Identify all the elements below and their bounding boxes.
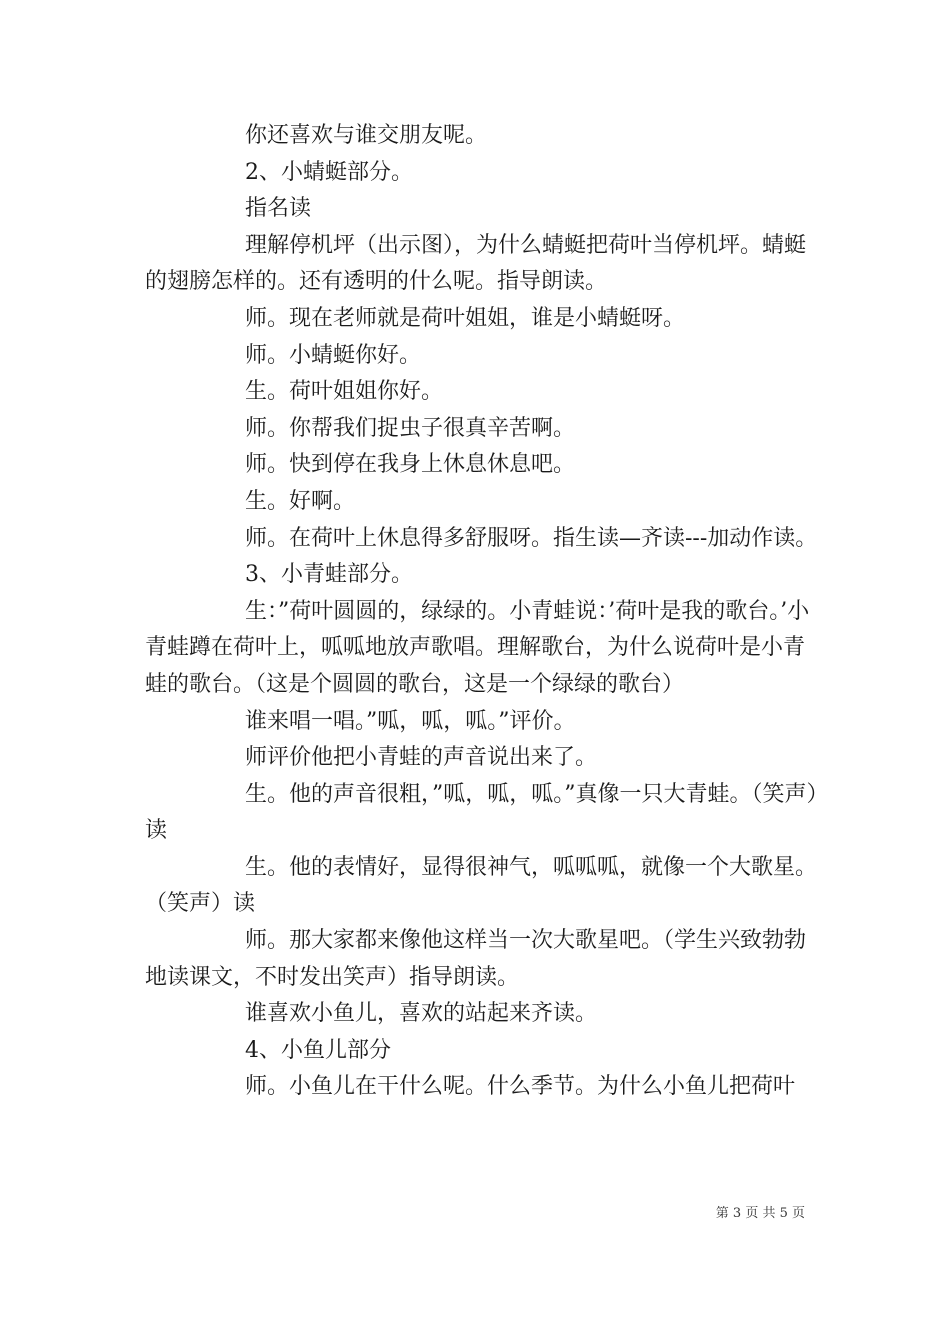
paragraph: 生：”荷叶圆圆的，绿绿的。小青蛙说：’荷叶是我的歌台。’小青蛙蹲在荷叶上，呱呱地放声歌唱。理解歌台，为什么说荷叶是小青蛙的歌台。（这是个圆圆的歌台，这是一个绿绿的歌台） [145,598,810,697]
body-text [145,118,820,1106]
paragraph: 谁来唱一唱。”呱，呱，呱。”评价。 [245,708,576,734]
section-heading: 2、小蜻蜓部分。 [245,159,413,185]
paragraph: 谁喜欢小鱼儿，喜欢的站起来齐读。 [245,1001,598,1027]
paragraph: 生。荷叶姐姐你好。 [245,379,444,405]
paragraph: 指名读 [245,196,312,222]
section-heading: 4、小鱼儿部分 [245,1037,391,1063]
paragraph: 师。那大家都来像他这样当一次大歌星吧。（学生兴致勃勃地读课文，不时发出笑声）指导朗读。 [145,928,807,990]
paragraph: 师。现在老师就是荷叶姐姐，谁是小蜻蜓呀。 [245,305,686,331]
page-number: 第 3 页 共 5 页 [715,1206,805,1221]
paragraph: 师。在荷叶上休息得多舒服呀。指生读—齐读---加动作读。 [245,525,818,551]
paragraph: 师。你帮我们捉虫子很真辛苦啊。 [245,415,576,441]
paragraph: 你还喜欢与谁交朋友呢。 [245,123,488,148]
paragraph: 生。他的声音很粗，”呱，呱，呱。”真像一只大青蛙。（笑声）读 [145,781,818,844]
paragraph: 师。小鱼儿在干什么呢。什么季节。为什么小鱼儿把荷叶 [245,1074,796,1100]
paragraph: 师。小蜻蜓你好。 [245,342,422,368]
paragraph: 师评价他把小青蛙的声音说出来了。 [245,745,598,771]
paragraph: 师。快到停在我身上休息休息吧。 [245,452,576,478]
section-heading: 3、小青蛙部分。 [245,562,413,588]
paragraph: 生。好啊。 [245,488,356,514]
paragraph: 理解停机坪（出示图），为什么蜻蜓把荷叶当停机坪。蜻蜓的翅膀怎样的。还有透明的什么呢。指导朗读。 [145,232,807,295]
paragraph: 生。他的表情好，显得很神气，呱呱呱，就像一个大歌星。（笑声）读 [145,854,818,917]
